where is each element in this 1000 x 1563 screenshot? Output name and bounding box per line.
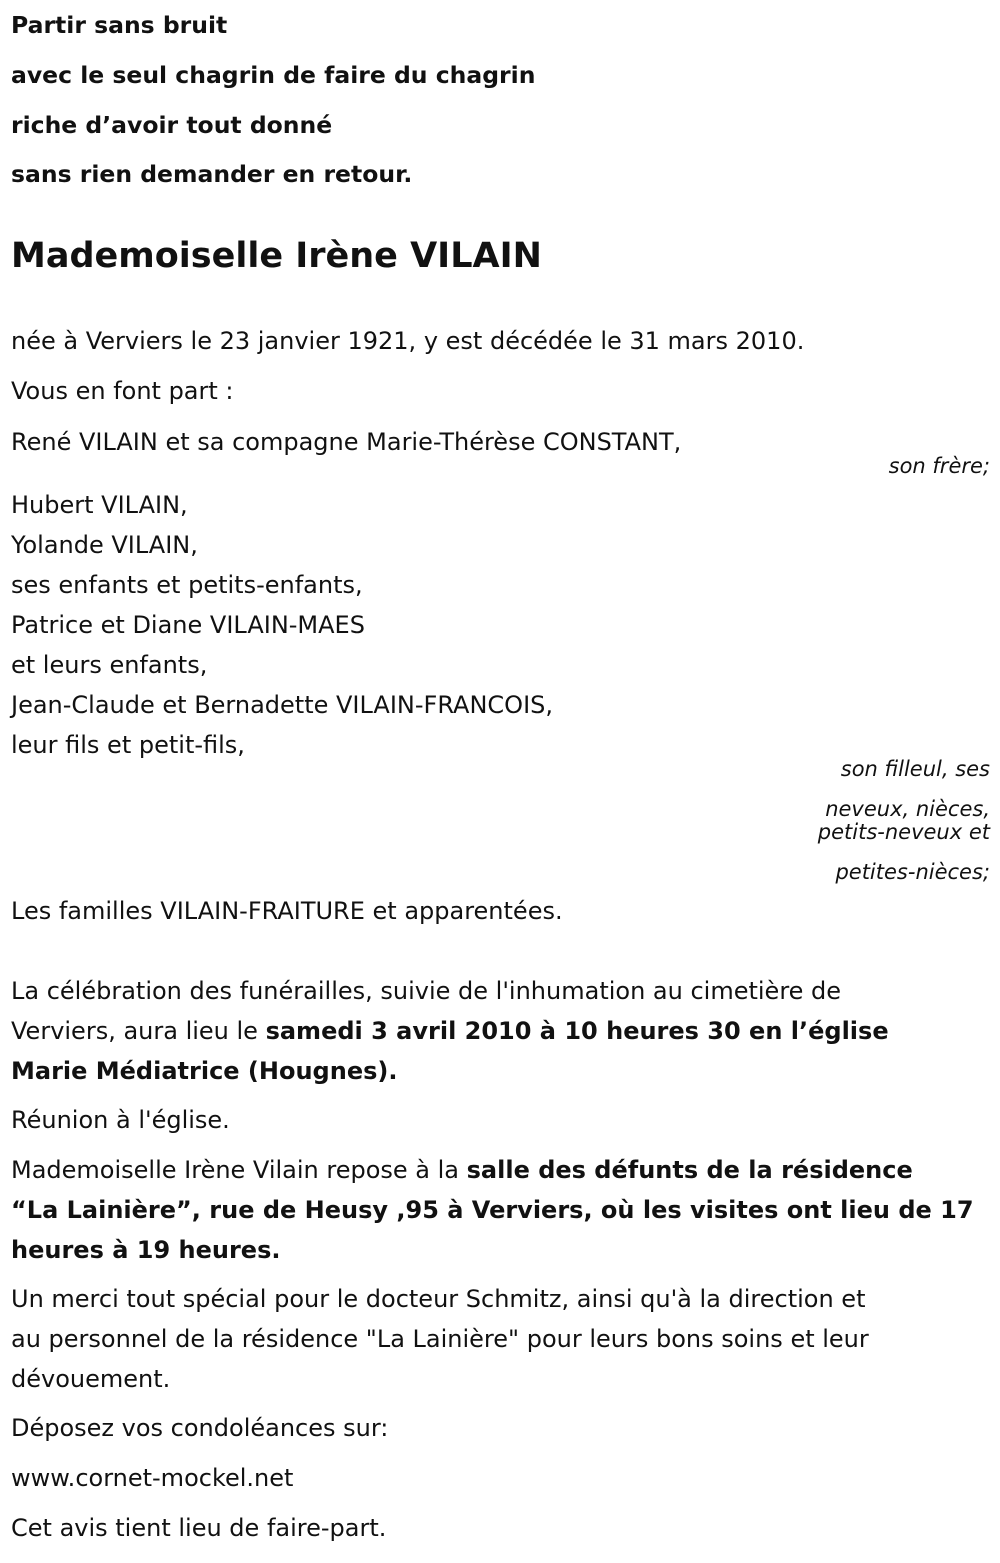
ceremony-line-2	[11, 1016, 889, 1046]
thanks-line-3: dévouement.	[11, 1365, 171, 1393]
repose-line-2: “La Lainière”, rue de Heusy ,95 à Verviers, où les visites ont lieu de 17	[11, 1196, 974, 1224]
nephews-relation-2: neveux, nièces,	[825, 797, 990, 821]
repose-location: salle des défunts de la résidence	[466, 1156, 913, 1184]
nephew-line-3: ses enfants et petits-enfants,	[11, 571, 363, 599]
thanks-line-1: Un merci tout spécial pour le docteur Schmitz, ainsi qu'à la direction et	[11, 1285, 866, 1313]
thanks-line-2: au personnel de la résidence "La Lainière" pour leurs bons soins et leur	[11, 1325, 869, 1353]
nephew-line-4: Patrice et Diane VILAIN-MAES	[11, 611, 365, 639]
nephew-line-2: Yolande VILAIN,	[11, 531, 198, 559]
repose-line-3: heures à 19 heures.	[11, 1236, 281, 1264]
poem-line-1: Partir sans bruit	[11, 11, 228, 39]
closing-line: Cet avis tient lieu de faire-part.	[11, 1514, 387, 1542]
brother-relation: son frère;	[888, 454, 990, 478]
announce-line: Vous en font part :	[11, 377, 234, 405]
ceremony-line-2-plain: Verviers, aura lieu le	[11, 1017, 266, 1045]
poem-line-3: riche d’avoir tout donné	[11, 111, 333, 139]
nephews-relation-3: petits-neveux et	[817, 820, 990, 844]
nephews-relation-4: petites-nièces;	[835, 860, 990, 884]
poem-line-2: avec le seul chagrin de faire du chagrin	[11, 61, 536, 89]
ceremony-church: Marie Médiatrice (Hougnes).	[11, 1057, 398, 1085]
poem-line-4: sans rien demander en retour.	[11, 160, 413, 188]
deceased-name-title: Mademoiselle Irène VILAIN	[11, 236, 542, 276]
reunion-line: Réunion à l'église.	[11, 1106, 230, 1134]
repose-line-1-plain: Mademoiselle Irène Vilain repose à la	[11, 1156, 467, 1184]
website-link[interactable]: www.cornet-mockel.net	[11, 1464, 294, 1492]
ceremony-date-time: samedi 3 avril 2010 à 10 heures 30 en l’église	[265, 1017, 889, 1045]
nephew-line-1: Hubert VILAIN,	[11, 491, 188, 519]
repose-line-1	[11, 1155, 913, 1185]
nephews-relation-1: son filleul, ses	[840, 757, 990, 781]
ceremony-line-1: La célébration des funérailles, suivie de l'inhumation au cimetière de	[11, 977, 842, 1005]
brother-line: René VILAIN et sa compagne Marie-Thérèse CONSTANT,	[11, 428, 682, 456]
nephew-line-6: Jean-Claude et Bernadette VILAIN-FRANCOIS,	[11, 691, 554, 719]
nephew-line-5: et leurs enfants,	[11, 651, 208, 679]
families-line: Les familles VILAIN-FRAITURE et apparentées.	[11, 897, 563, 925]
nephew-line-7: leur fils et petit-fils,	[11, 731, 245, 759]
birth-death-line: née à Verviers le 23 janvier 1921, y est décédée le 31 mars 2010.	[11, 327, 805, 355]
condolences-label: Déposez vos condoléances sur:	[11, 1414, 389, 1442]
